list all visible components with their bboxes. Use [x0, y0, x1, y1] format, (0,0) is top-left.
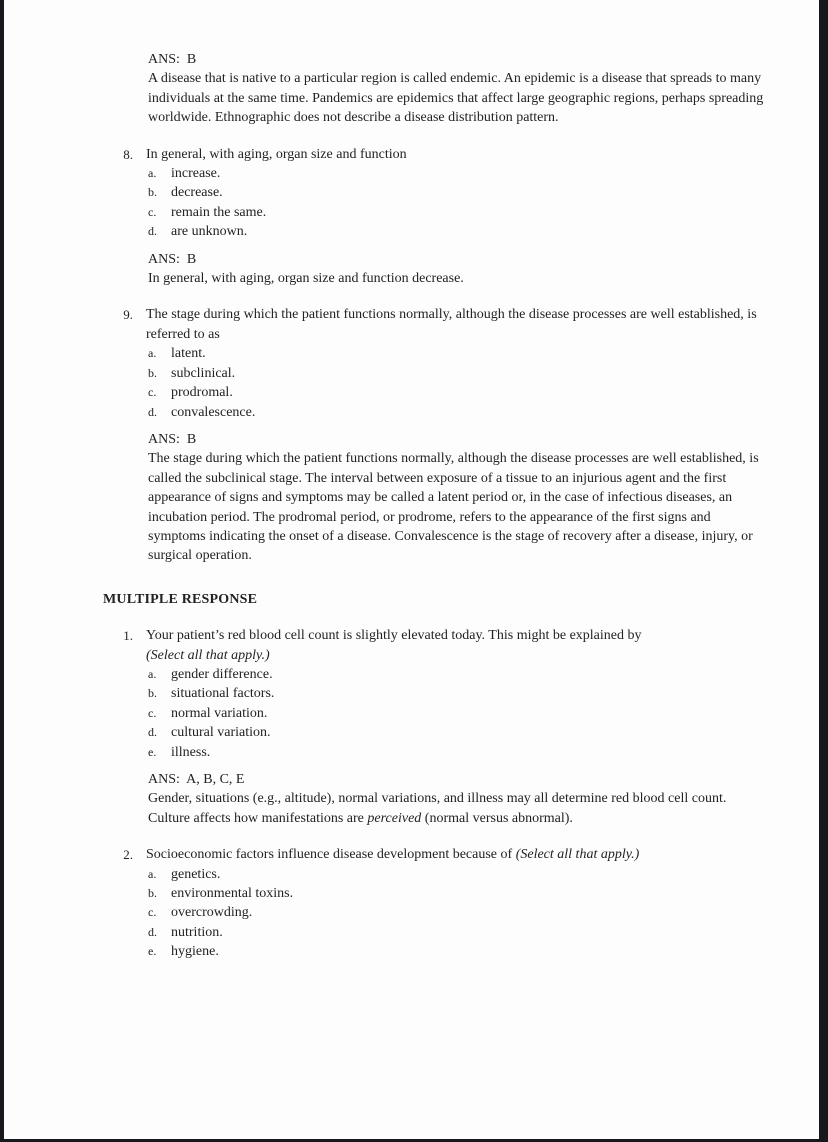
question-number: 9.	[123, 307, 133, 323]
option-row	[146, 403, 770, 422]
option-letter: d.	[148, 725, 157, 740]
option-row	[146, 923, 770, 942]
option-row	[146, 723, 770, 742]
option-text: latent.	[171, 346, 206, 362]
option-letter: a.	[148, 866, 157, 881]
answer-label: ANS: B	[148, 431, 197, 447]
option-row	[146, 364, 770, 383]
mr-question-2	[103, 845, 770, 961]
answer-explanation: A disease that is native to a particular region is called endemic. An epidemic is a disease that spreads to many individuals at the same time. Pandemics are epidemics that affect large geographic regions, perhaps spreading worldwide. Ethnographic does not describe a disease distribution pattern.	[148, 71, 764, 126]
question-stem: In general, with aging, organ size and function	[146, 146, 407, 162]
option-letter: e.	[148, 944, 157, 959]
document-content	[4, 0, 819, 962]
option-row	[146, 884, 770, 903]
question-body	[146, 305, 770, 565]
option-row	[146, 665, 770, 684]
answer-block	[148, 770, 770, 828]
answer-label: ANS: B	[148, 52, 197, 67]
option-letter: b.	[148, 365, 157, 380]
option-letter: c.	[148, 905, 157, 920]
option-row	[146, 942, 770, 961]
question-stem-note: (Select all that apply.)	[146, 647, 270, 663]
option-text: cultural variation.	[171, 725, 271, 741]
option-text: prodromal.	[171, 385, 233, 401]
question-stem-text: Socioeconomic factors influence disease development because of	[146, 847, 516, 863]
option-text: convalescence.	[171, 404, 256, 420]
option-text: hygiene.	[171, 944, 219, 960]
option-text: overcrowding.	[171, 905, 253, 921]
question-9	[103, 305, 770, 565]
answer-block	[148, 430, 770, 566]
option-letter: b.	[148, 185, 157, 200]
answer-explanation-italic: perceived	[367, 810, 422, 826]
option-letter: b.	[148, 886, 157, 901]
option-letter: d.	[148, 404, 157, 419]
option-letter: a.	[148, 346, 157, 361]
option-letter: b.	[148, 686, 157, 701]
option-text: subclinical.	[171, 365, 236, 381]
question-number: 8.	[123, 146, 133, 162]
option-text: decrease.	[171, 185, 223, 201]
question-number: 2.	[123, 847, 133, 863]
answer-explanation-text: Gender, situations (e.g., altitude), normal variations, and illness may all determine red blood cell count. Culture affects how manifestations are	[148, 791, 727, 826]
answer-label: ANS: A, B, C, E	[148, 772, 245, 787]
option-text: illness.	[171, 744, 211, 760]
question-body	[146, 626, 770, 828]
option-letter: a.	[148, 166, 157, 181]
option-row	[146, 203, 770, 222]
option-letter: c.	[148, 705, 157, 720]
question-body	[146, 845, 770, 961]
answer-explanation: The stage during which the patient functions normally, although the disease processes are well established, is called the subclinical stage. The interval between exposure of a tissue to an injurious agent and the first appearance of signs and symptoms may be called a latent period or, in the case of infectious diseases, an incubation period. The prodromal period, or prodrome, refers to the appearance of the first signs and symptoms indicating the onset of a disease. Convalescence is the stage of recovery after a disease, injury, or surgical operation.	[148, 451, 759, 564]
answer-block	[148, 50, 770, 128]
option-text: gender difference.	[171, 666, 273, 682]
option-row	[146, 865, 770, 884]
option-letter: c.	[148, 204, 157, 219]
answer-label: ANS: B	[148, 251, 197, 267]
answer-explanation	[148, 789, 770, 828]
question-body	[146, 145, 770, 289]
option-row	[146, 344, 770, 363]
option-row	[146, 164, 770, 183]
option-text: environmental toxins.	[171, 886, 294, 902]
question-stem-text: Your patient’s red blood cell count is slightly elevated today. This might be explained by	[146, 628, 642, 644]
question-stem	[146, 845, 770, 864]
option-row	[146, 684, 770, 703]
option-letter: d.	[148, 224, 157, 239]
option-text: situational factors.	[171, 686, 275, 702]
section-heading: MULTIPLE RESPONSE	[103, 591, 258, 607]
option-row	[146, 183, 770, 202]
option-text: remain the same.	[171, 204, 267, 220]
option-text: nutrition.	[171, 924, 223, 940]
option-text: are unknown.	[171, 224, 248, 240]
question-stem	[146, 626, 770, 645]
option-row	[146, 704, 770, 723]
option-letter: e.	[148, 744, 157, 759]
document-page	[4, 0, 819, 1139]
option-text: genetics.	[171, 866, 221, 882]
option-row	[146, 383, 770, 402]
option-letter: d.	[148, 924, 157, 939]
option-letter: a.	[148, 666, 157, 681]
question-8	[103, 145, 770, 289]
option-text: normal variation.	[171, 705, 268, 721]
question-number: 1.	[123, 628, 133, 644]
question-stem-note: (Select all that apply.)	[515, 847, 640, 863]
option-letter: c.	[148, 385, 157, 400]
option-row	[146, 743, 770, 762]
answer-explanation-text: (normal versus abnormal).	[421, 810, 573, 826]
option-row	[146, 903, 770, 922]
mr-question-1	[103, 626, 770, 828]
option-text: increase.	[171, 166, 221, 182]
question-stem: The stage during which the patient functions normally, although the disease processes are well established, is referred to as	[146, 307, 757, 342]
answer-explanation: In general, with aging, organ size and function decrease.	[148, 271, 464, 287]
option-row	[146, 222, 770, 241]
answer-block	[148, 250, 770, 289]
